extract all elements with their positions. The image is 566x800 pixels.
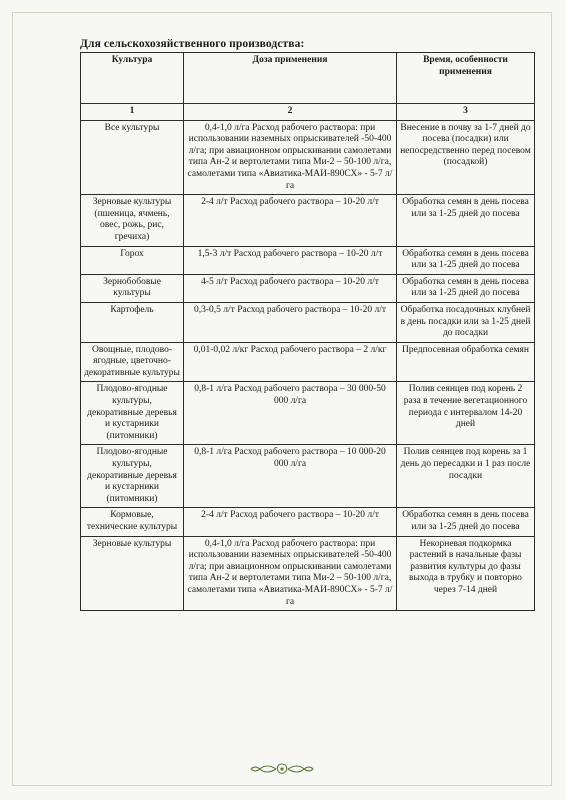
culture-cell: Зерновые культуры (пшеница, ячмень, овес, рожь, рис, гречиха) (81, 195, 184, 246)
time-cell: Полив сеянцев под корень за 1 день до пересадки и 1 раз после посадки (397, 445, 535, 508)
table-row (81, 246, 535, 274)
culture-cell: Зерновые культуры (81, 536, 184, 611)
column-number: 3 (397, 104, 535, 121)
header-row (81, 53, 535, 104)
dose-cell: 2-4 л/т Расход рабочего раствора – 10-20 л/т (184, 195, 397, 246)
dose-cell: 4-5 л/т Расход рабочего раствора – 10-20 л/т (184, 274, 397, 302)
table-row (81, 445, 535, 508)
header-culture: Культура (81, 53, 184, 104)
table-row (81, 536, 535, 611)
culture-cell: Плодово-ягодные культуры, декоративные деревья и кустарники (питомники) (81, 445, 184, 508)
time-cell: Обработка посадочных клубней в день посадки или за 1-25 дней до посадки (397, 302, 535, 342)
dose-cell: 0,4-1,0 л/га Расход рабочего раствора: при использовании наземных опрыскивателей -50-400 л/га; при авиационном опрыскивании самолетами типа Ан-2 и вертолетами типа Ми-2 – 50-100 л/га, самолетами типа «Авиатика-МАИ-890СХ» - 5-7 л/га (184, 120, 397, 195)
time-cell: Обработка семян в день посева или за 1-25 дней до посева (397, 195, 535, 246)
header-time: Время, особенности применения (397, 53, 535, 104)
column-number: 2 (184, 104, 397, 121)
floral-ornament-icon (248, 762, 316, 776)
culture-cell: Горох (81, 246, 184, 274)
time-cell: Обработка семян в день посева или за 1-25 дней до посева (397, 274, 535, 302)
dose-cell: 1,5-3 л/т Расход рабочего раствора – 10-20 л/т (184, 246, 397, 274)
application-table (80, 52, 535, 611)
table-row (81, 274, 535, 302)
table-row (81, 195, 535, 246)
time-cell: Предпосевная обработка семян (397, 342, 535, 382)
culture-cell: Плодово-ягодные культуры, декоративные деревья и кустарники (питомники) (81, 382, 184, 445)
dose-cell: 0,8-1 л/га Расход рабочего раствора – 10 000-20 000 л/га (184, 445, 397, 508)
table-row (81, 120, 535, 195)
dose-cell: 0,01-0,02 л/кг Расход рабочего раствора – 2 л/кг (184, 342, 397, 382)
time-cell: Внесение в почву за 1-7 дней до посева (посадки) или непосредственно перед посевом (посадкой) (397, 120, 535, 195)
column-number: 1 (81, 104, 184, 121)
dose-cell: 0,8-1 л/га Расход рабочего раствора – 30 000-50 000 л/га (184, 382, 397, 445)
table-row (81, 382, 535, 445)
dose-cell: 2-4 л/т Расход рабочего раствора – 10-20 л/т (184, 508, 397, 536)
dose-cell: 0,3-0,5 л/т Расход рабочего раствора – 10-20 л/т (184, 302, 397, 342)
time-cell: Обработка семян в день посева или за 1-25 дней до посева (397, 246, 535, 274)
culture-cell: Все культуры (81, 120, 184, 195)
culture-cell: Картофель (81, 302, 184, 342)
column-number-row (81, 104, 535, 121)
table-row (81, 302, 535, 342)
table-row (81, 342, 535, 382)
time-cell: Некорневая подкормка растений в начальные фазы развития культуры до фазы выхода в трубку и повторно через 7-14 дней (397, 536, 535, 611)
dose-cell: 0,4-1,0 л/га Расход рабочего раствора: при использовании наземных опрыскивателей -50-400 л/га; при авиационном опрыскивании самолетами типа Ан-2 и вертолетами типа Ми-2 – 50-100 л/га, самолетами типа «Авиатика-МАИ-890СХ» - 5-7 л/га (184, 536, 397, 611)
time-cell: Обработка семян в день посева или за 1-25 дней до посева (397, 508, 535, 536)
culture-cell: Кормовые, технические культуры (81, 508, 184, 536)
table-row (81, 508, 535, 536)
time-cell: Полив сеянцев под корень 2 раза в течение вегетационного периода с интервалом 14-20 дней (397, 382, 535, 445)
culture-cell: Зернобобовые культуры (81, 274, 184, 302)
culture-cell: Овощные, плодово-ягодные, цветочно-декоративные культуры (81, 342, 184, 382)
header-dose: Доза применения (184, 53, 397, 104)
section-heading: Для сельскохозяйственного производства: (80, 38, 305, 50)
